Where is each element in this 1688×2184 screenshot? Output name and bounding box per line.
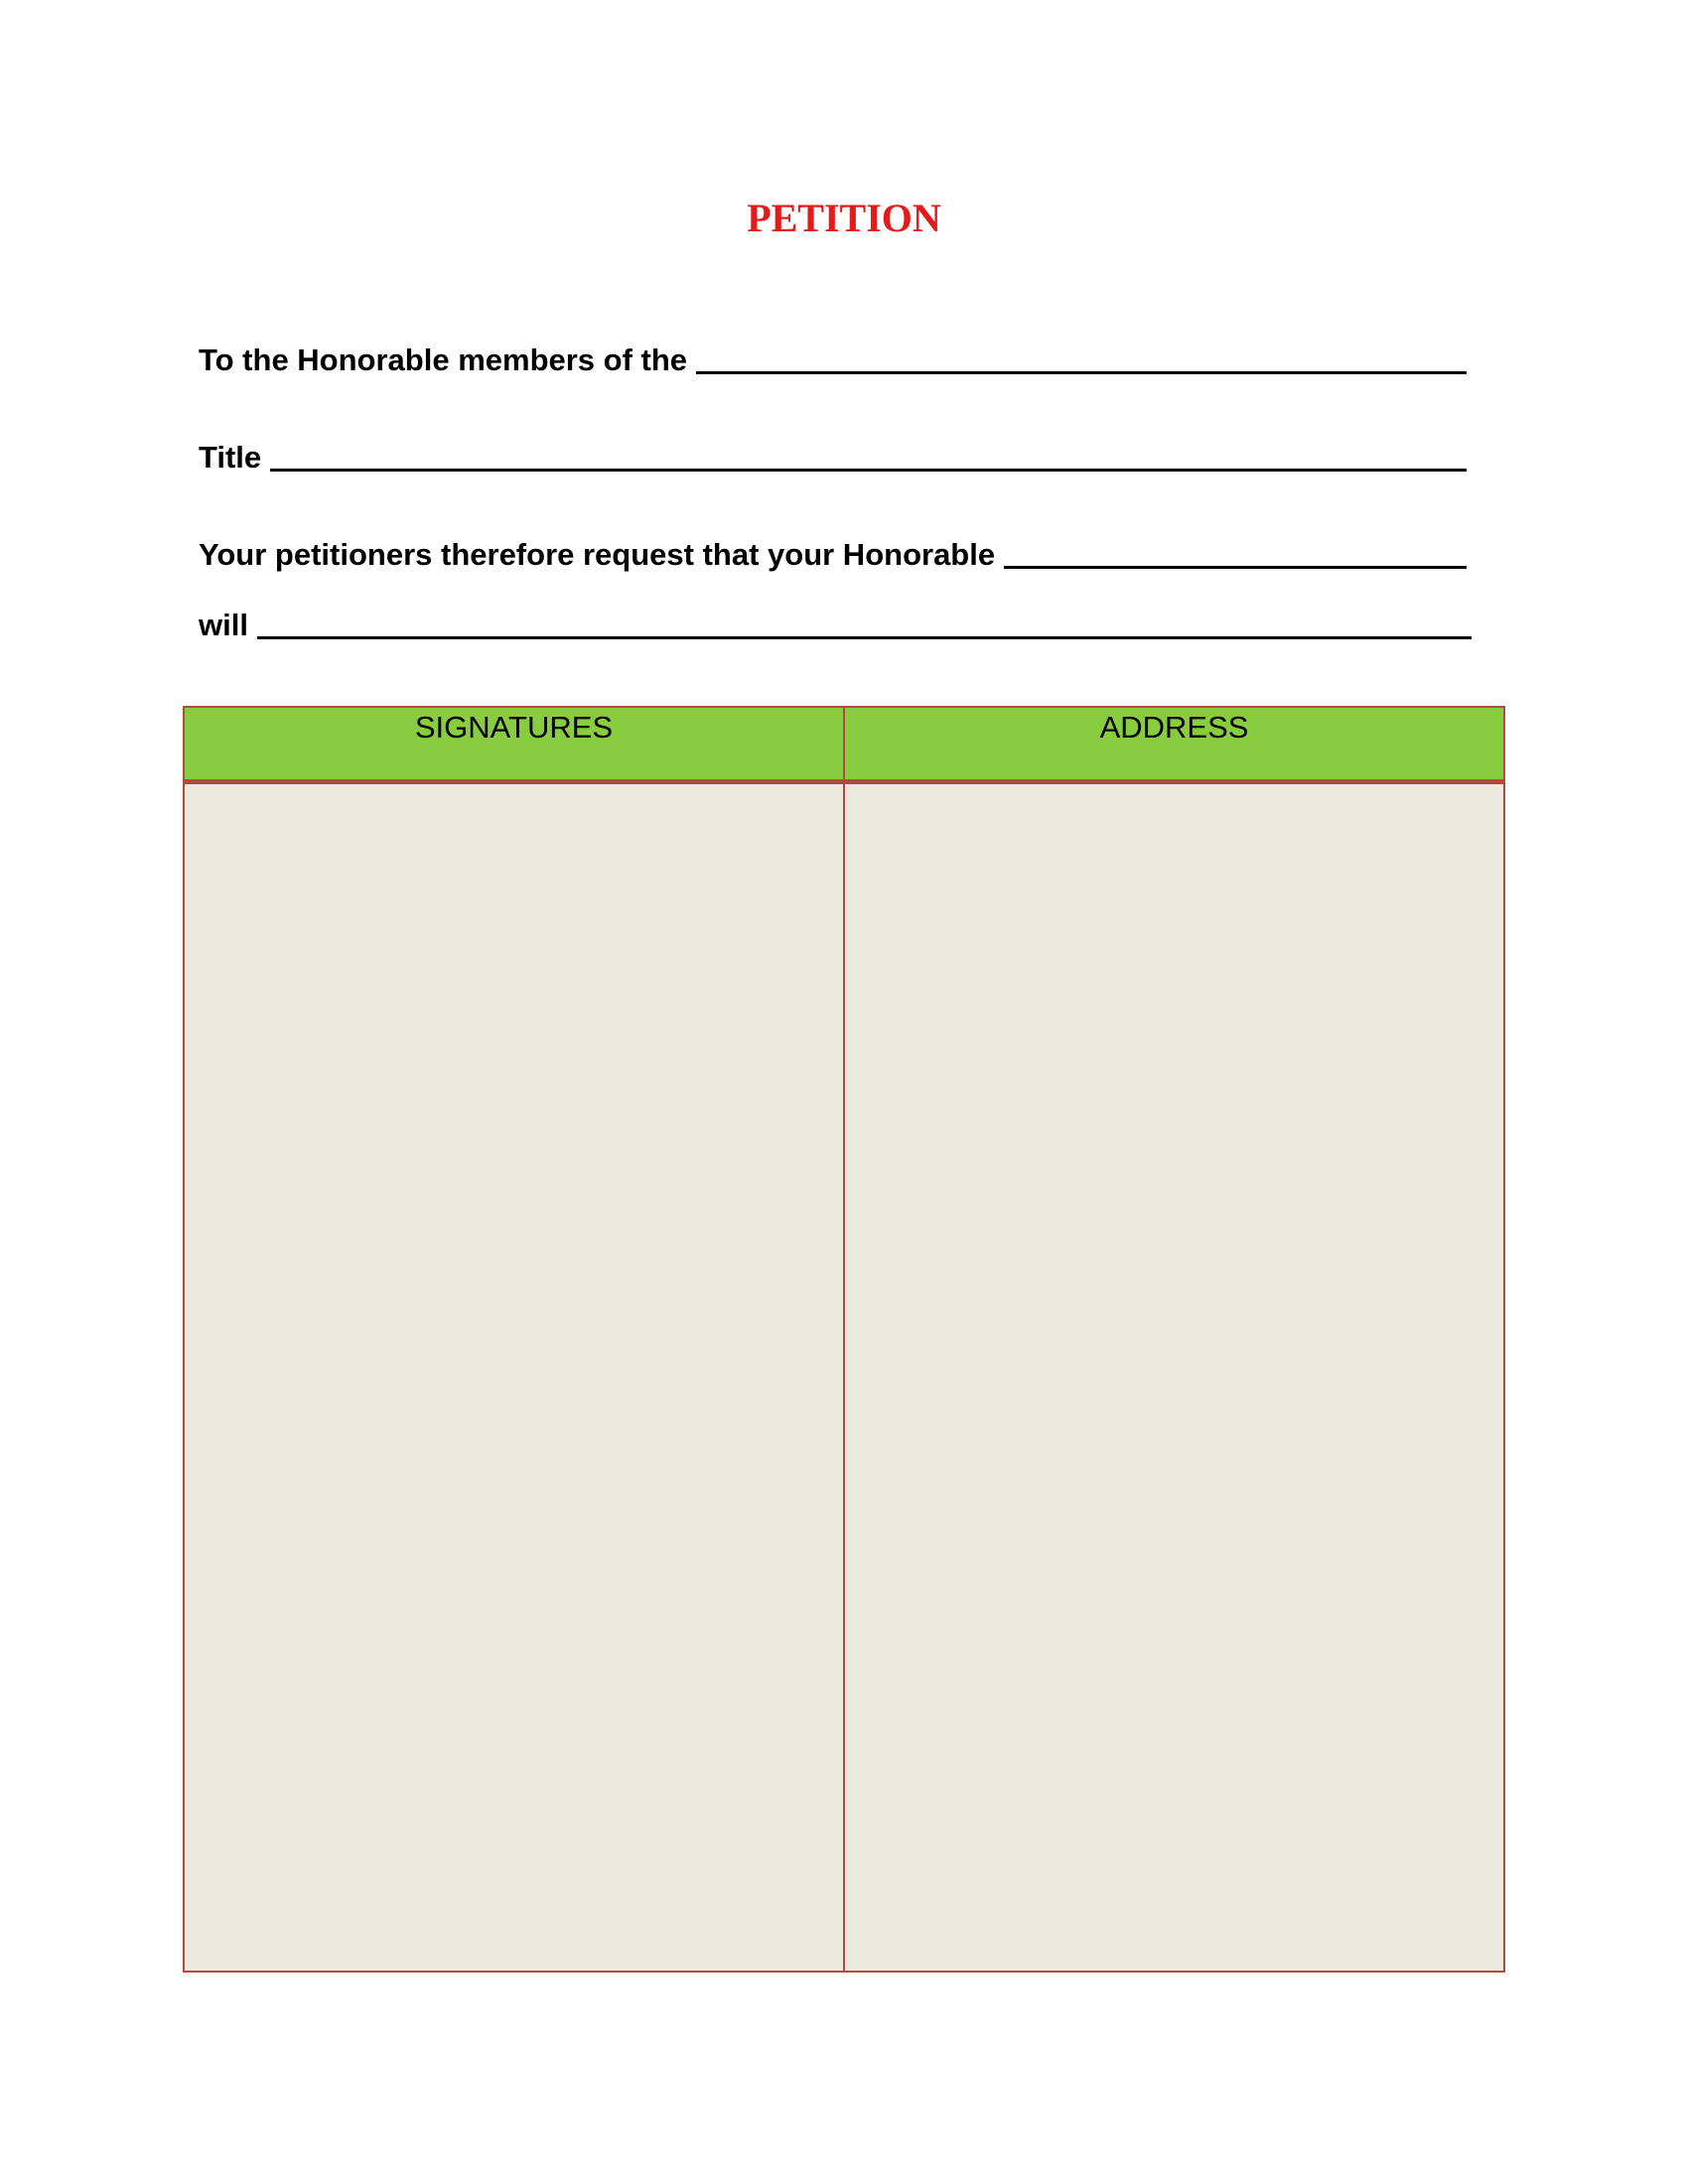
signatures-cell[interactable] (185, 784, 843, 1971)
title-blank-field[interactable] (270, 468, 1467, 472)
title-line (199, 438, 1467, 478)
address-cell[interactable] (843, 784, 1503, 1971)
page-title: PETITION (747, 196, 941, 240)
addressee-blank-field[interactable] (696, 370, 1467, 374)
addressee-label: To the Honorable members of the (199, 342, 688, 377)
address-column-header: ADDRESS (843, 708, 1503, 779)
title-label: Title (199, 440, 262, 475)
request-blank-field[interactable] (1004, 565, 1467, 569)
signature-table (183, 706, 1505, 1973)
table-header-row (185, 708, 1503, 784)
addressee-line (199, 341, 1467, 380)
will-line (199, 606, 1472, 645)
will-blank-field[interactable] (257, 635, 1472, 639)
signatures-column-header: SIGNATURES (414, 710, 614, 745)
request-label: Your petitioners therefore request that your Honorable (199, 537, 996, 572)
request-line (199, 535, 1467, 575)
table-body-row (185, 784, 1503, 1971)
will-label: will (199, 608, 248, 642)
